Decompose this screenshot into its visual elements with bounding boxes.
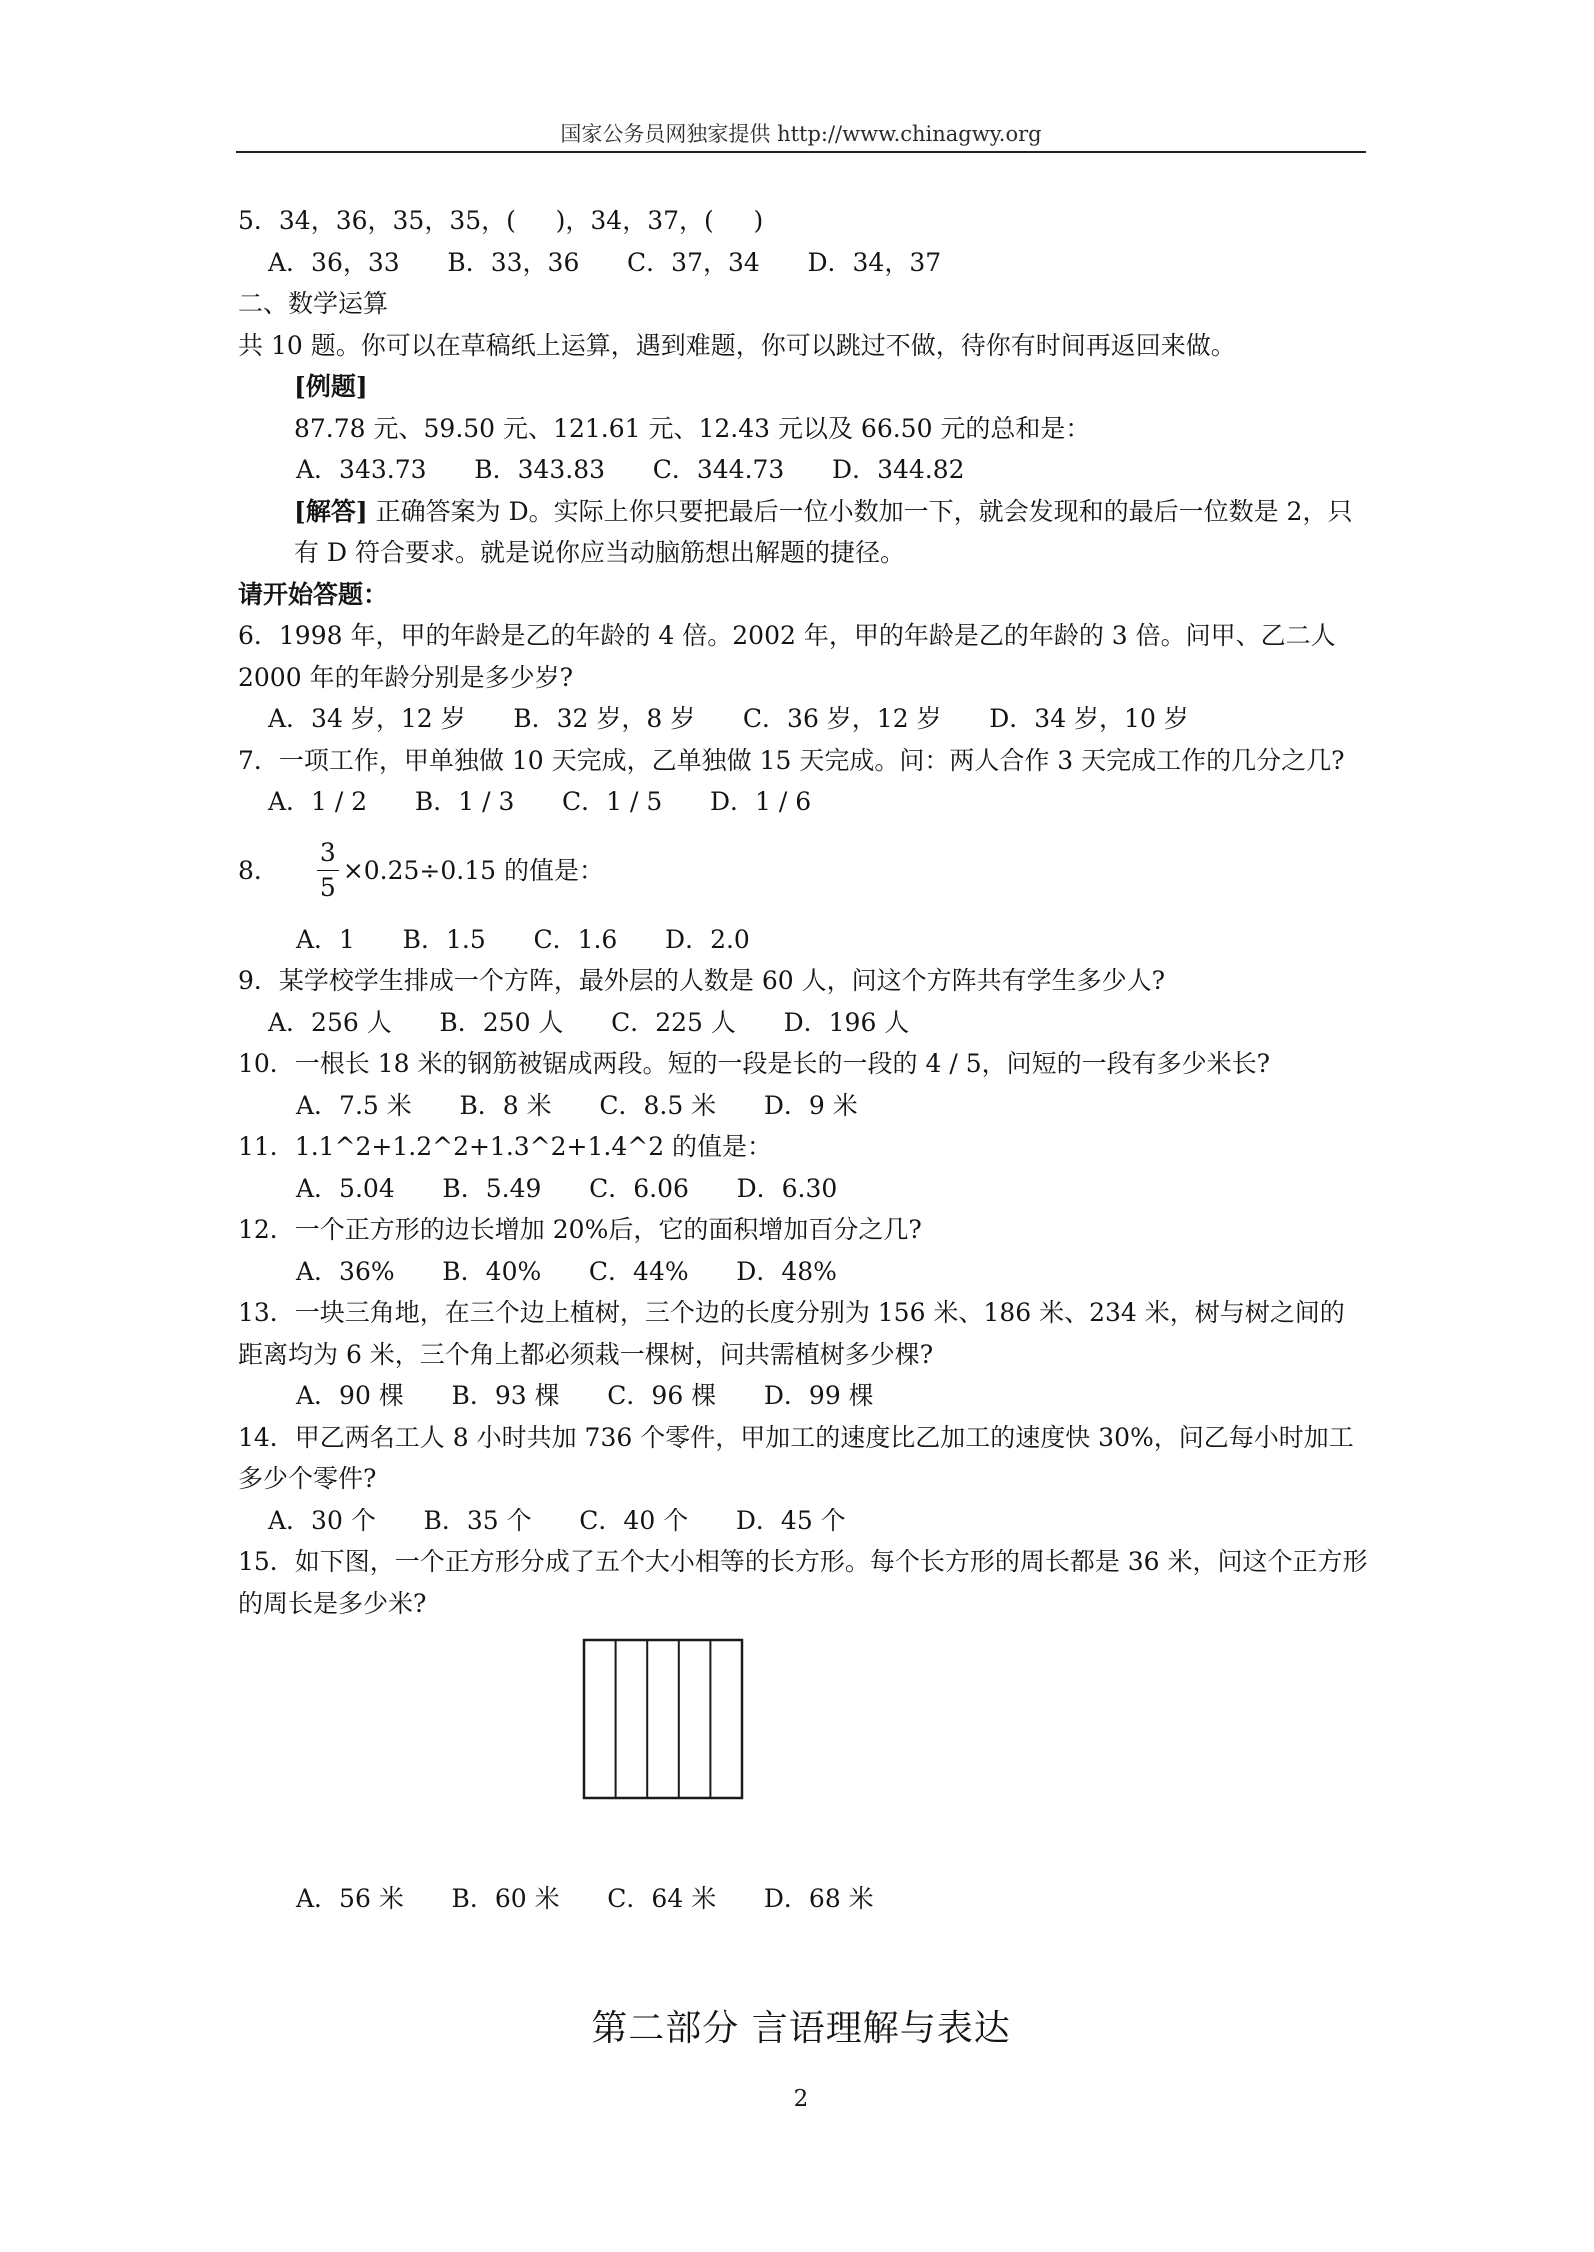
q7-options: A．1 / 2 B．1 / 3 C．1 / 5 D．1 / 6: [268, 787, 812, 816]
q13-stem: 13．一块三角地，在三个边上植树，三个边的长度分别为 156 米、186 米、234 米，树与树之间的距离均为 6 米，三个角上都必须栽一棵树，问共需植树多少棵?: [238, 1298, 1345, 1369]
q8-options: A．1 B．1.5 C．1.6 D．2.0: [296, 924, 750, 954]
q14-options: A．30 个 B．35 个 C．40 个 D．45 个: [268, 1505, 846, 1535]
q6-stem: 6．1998 年，甲的年龄是乙的年龄的 4 倍。2002 年，甲的年龄是乙的年龄的 3 倍。问甲、乙二人 2000 年的年龄分别是多少岁?: [238, 621, 1336, 692]
square-divided-diagram: [582, 1638, 744, 1800]
q14-stem: 14．甲乙两名工人 8 小时共加 736 个零件，甲加工的速度比乙加工的速度快 30%，问乙每小时加工多少个零件?: [238, 1422, 1354, 1493]
example-options: A．343.73 B．343.83 C．344.73 D．344.82: [296, 455, 965, 484]
outer-square: [584, 1640, 742, 1798]
q8-fraction: [317, 836, 339, 905]
q13-options: A．90 棵 B．93 棵 C．96 棵 D．99 棵: [296, 1381, 874, 1410]
q8-fraction-denominator: 5: [319, 873, 336, 902]
q8-expression: ×0.25÷0.15 的值是：: [342, 855, 604, 885]
page-header: 国家公务员网独家提供 http://www.chinagwy.org: [560, 122, 1042, 146]
q15-stem: 15．如下图，一个正方形分成了五个大小相等的长方形。每个长方形的周长都是 36 米，问这个正方形的周长是多少米?: [238, 1547, 1368, 1618]
section-intro: 共 10 题。你可以在草稿纸上运算，遇到难题，你可以跳过不做，待你有时间再返回来做。: [238, 330, 1236, 360]
q7-stem: 7．一项工作，甲单独做 10 天完成，乙单独做 15 天完成。问：两人合作 3 天完成工作的几分之几?: [238, 745, 1345, 775]
example-label: [例题]: [294, 372, 368, 401]
q12-stem: 12．一个正方形的边长增加 20%后，它的面积增加百分之几?: [238, 1215, 922, 1244]
q11-stem: 11．1.1^2+1.2^2+1.3^2+1.4^2 的值是：: [238, 1132, 773, 1161]
page-number: 2: [793, 2086, 809, 2112]
q8-number: 8．: [238, 855, 279, 885]
q9-stem: 9．某学校学生排成一个方阵，最外层的人数是 60 人，问这个方阵共有学生多少人?: [238, 966, 1166, 995]
answer-label: [解答]: [294, 496, 368, 526]
q5-stem: 5．34，36，35，35，( )，34，37，( ): [238, 206, 764, 235]
q10-options: A．7.5 米 B．8 米 C．8.5 米 D．9 米: [296, 1090, 858, 1120]
q12-options: A．36% B．40% C．44% D．48%: [296, 1256, 837, 1286]
example-answer: [238, 491, 1368, 574]
header-rule: [236, 151, 1366, 153]
q8-fraction-numerator: 3: [317, 836, 339, 871]
q15-figure: [238, 1624, 1368, 1878]
q10-stem: 10．一根长 18 米的钢筋被锯成两段。短的一段是长的一段的 4 / 5，问短的一段有多少米长?: [238, 1049, 1270, 1078]
part2-title: 第二部分 言语理解与表达: [591, 2008, 1011, 2049]
page-content: [238, 200, 1368, 1920]
example-stem: 87.78 元、59.50 元、121.61 元、12.43 元以及 66.50 元的总和是：: [294, 413, 1091, 443]
section-heading: 二、数学运算: [238, 289, 389, 318]
start-instruction: 请开始答题：: [238, 579, 389, 609]
q6-options: A．34 岁，12 岁 B．32 岁，8 岁 C．36 岁，12 岁 D．34 岁，10 岁: [268, 704, 1189, 733]
q5-options: A．36，33 B．33，36 C．37，34 D．34，37: [268, 247, 942, 277]
answer-text: 正确答案为 D。实际上你只要把最后一位小数加一下，就会发现和的最后一位数是 2，只有 D 符合要求。就是说你应当动脑筋想出解题的捷径。: [294, 496, 1353, 567]
q9-options: A．256 人 B．250 人 C．225 人 D．196 人: [268, 1007, 910, 1037]
q11-options: A．5.04 B．5.49 C．6.06 D．6.30: [296, 1173, 838, 1203]
q15-options: A．56 米 B．60 米 C．64 米 D．68 米: [296, 1884, 874, 1913]
q8-stem: [238, 823, 1368, 919]
